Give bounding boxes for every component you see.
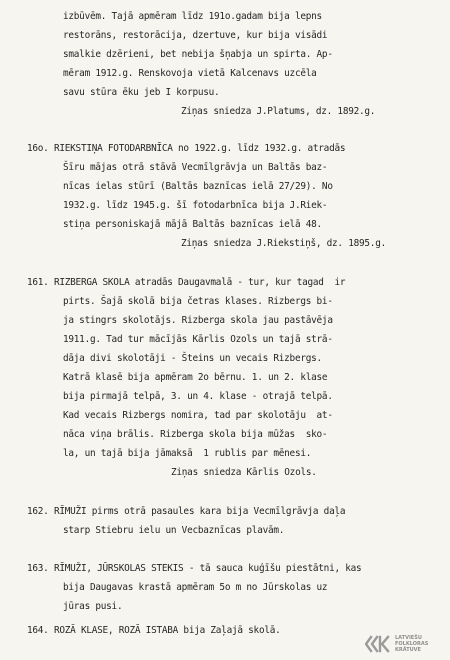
text-line: pirts. Šajā skolā bija četras klases. Rizbergs bi- [63,296,333,307]
text-line: Katrā klasē bija apmēram 2o bērnu. 1. un 2. klase [63,372,328,383]
entry-heading-163: 163. RĪMUŽI, JŪRSKOLAS STEKIS - tā sauca kuģīšu piestātni, kas [27,563,362,574]
text-line: dāja divi skolotāji - Šteins un vecais Rizbergs. [63,353,322,364]
source-credit: Ziņas sniedza J.Riekstiņš, dz. 1895.g. [181,238,386,249]
text-line: bija Daugavas krastā apmēram 5o m no Jūrskolas uz [63,582,328,593]
text-line: bija pirmajā telpā, 3. un 4. klase - otrajā telpā. [63,391,333,402]
text-line: savu stūra ēku jeb I korpusu. [63,87,220,98]
text-line: 1932.g. līdz 1945.g. šī fotodarbnīca bija J.Riek- [63,200,328,211]
text-line: mēram 1912.g. Renskovoja vietā Kalcenavs uzcēla [63,68,317,79]
text-line: stiņa personiskajā mājā Baltās baznīcas ielā 48. [63,219,322,230]
text-line: smalkie dzērieni, bet nebija šņabja un spirta. Ap- [63,49,333,60]
lfk-logo-icon [365,633,392,655]
archive-logo [365,632,447,656]
entry-heading-160: 16o. RIEKSTIŅA FOTODARBNĪCA no 1922.g. līdz 1932.g. atradās [27,143,346,154]
text-line: 1911.g. Tad tur mācījās Kārlis Ozols un tajā strā- [63,334,333,345]
text-line: izbūvēm. Tajā apmēram līdz 191o.gadam bija lepns [63,11,322,22]
source-credit: Ziņas sniedza Kārlis Ozols. [171,467,317,478]
entry-heading-164: 164. ROZĀ KLASE, ROZĀ ISTABA bija Zaļajā skolā. [27,625,281,636]
text-line: nāca viņa brālis. Rizberga skola bija mūžas sko- [63,429,328,440]
text-line: jūras pusi. [63,601,123,612]
logo-line: KRĀTUVE [395,647,421,653]
logo-line: FOLKLORAS [395,641,429,647]
entry-heading-162: 162. RĪMUŽI pirms otrā pasaules kara bija Vecmīlgrāvja daļa [27,506,346,517]
text-line: Kad vecais Rizbergs nomira, tad par skolotāju at- [63,410,333,421]
source-credit: Ziņas sniedza J.Platums, dz. 1892.g. [181,106,376,117]
text-line: nīcas ielas stūrī (Baltās baznīcas ielā 27/29). No [63,181,333,192]
text-line: Šīru mājas otrā stāvā Vecmīlgrāvja un Baltās baz- [63,162,328,173]
text-line: la, un tajā bija jāmaksā 1 rublis par mēnesi. [63,448,312,459]
text-line: ja stingrs skolotājs. Rizberga skola jau pastāvēja [63,315,333,326]
entry-heading-161: 161. RIZBERGA SKOLA atradās Daugavmalā - tur, kur tagad ir [27,277,346,288]
text-line: starp Stiebru ielu un Vecbaznīcas plavām. [63,525,285,536]
logo-line: LATVIEŠU [395,635,422,641]
text-line: restorāns, restorācija, dzertuve, kur bija visādi [63,30,328,41]
